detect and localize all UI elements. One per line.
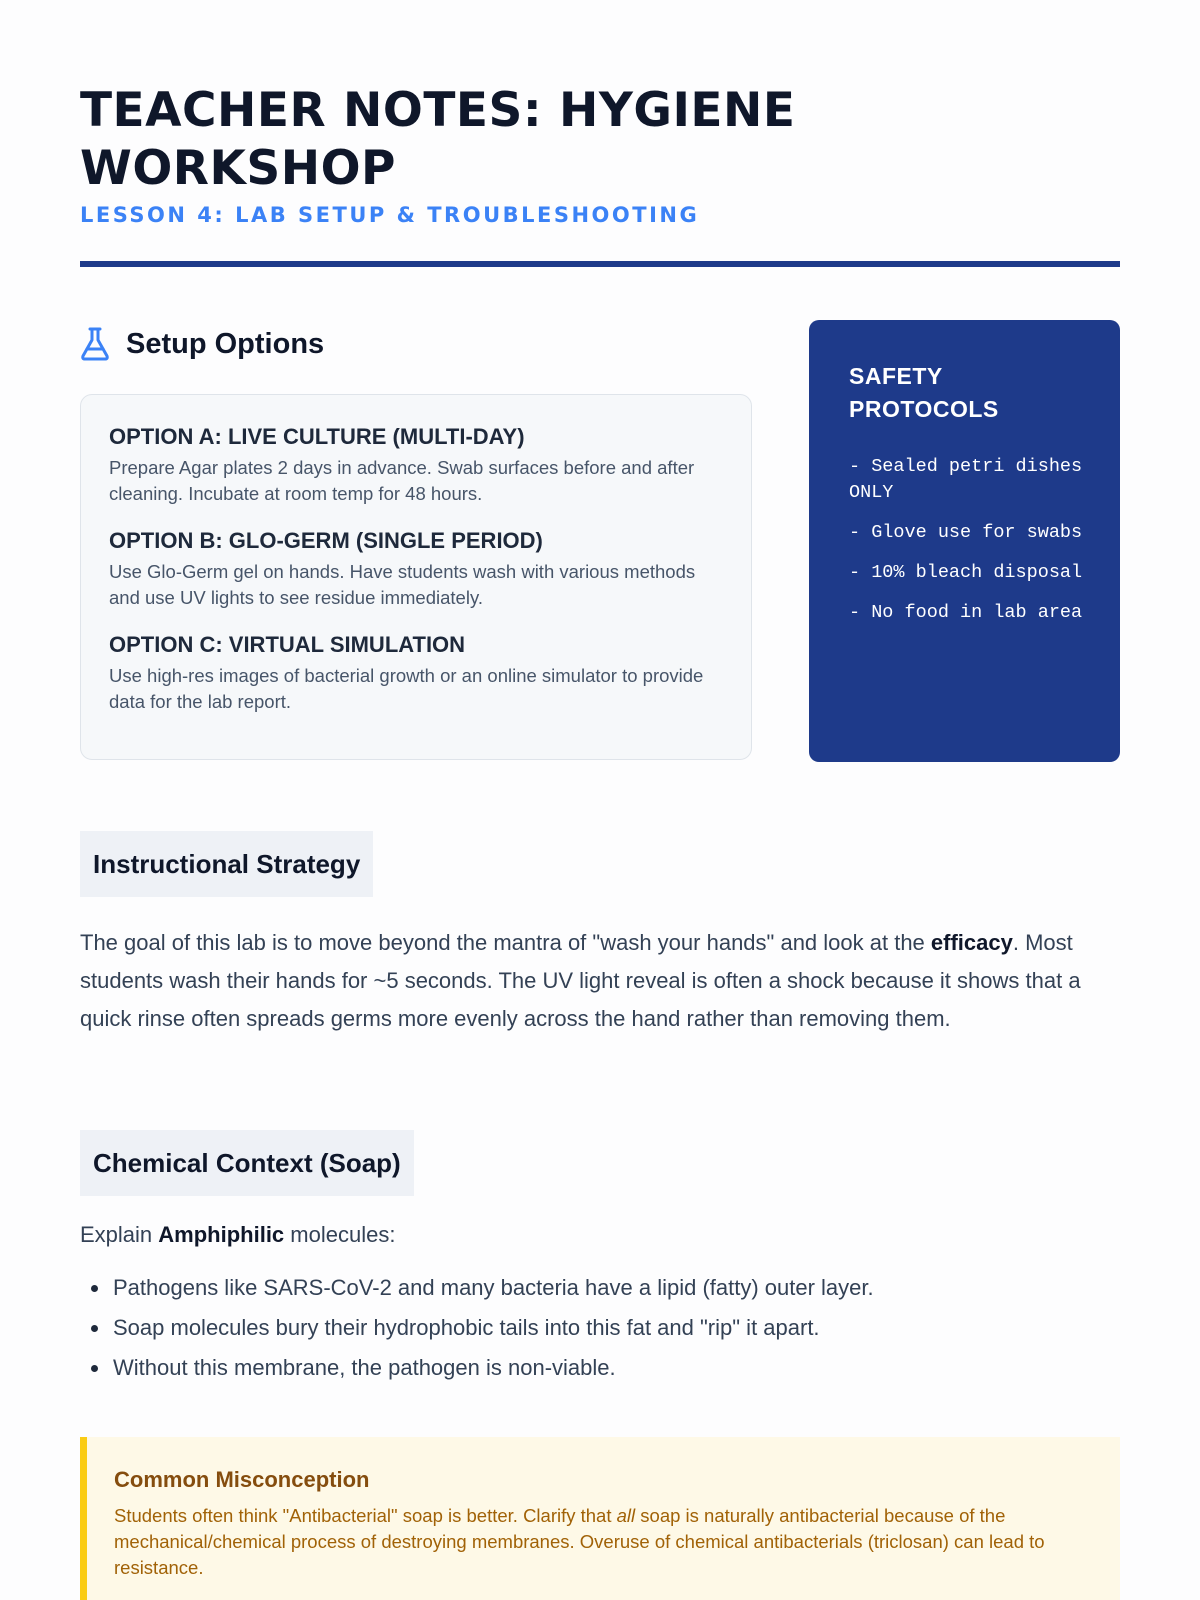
list-item: Without this membrane, the pathogen is non-viable. [80,1348,874,1388]
option-a [109,423,723,507]
option-text: Use high-res images of bacterial growth or an online simulator to provide data for the lab report. [109,665,704,712]
callout-text-part: Students often think "Antibacterial" soap is better. Clarify that [114,1505,617,1526]
option-title: OPTION B: GLO-GERM (SINGLE PERIOD) [109,528,543,553]
strategy-text: The goal of this lab is to move beyond the mantra of "wash your hands" and look at the [80,930,931,955]
section-heading-strategy: Instructional Strategy [80,831,373,897]
callout-italic: all [616,1505,636,1526]
chemical-explain [80,1222,395,1248]
option-text: Prepare Agar plates 2 days in advance. Swab surfaces before and after cleaning. Incubate at room temp for 48 hours. [109,457,695,504]
option-title: OPTION C: VIRTUAL SIMULATION [109,632,466,657]
flask-icon [80,327,110,361]
explain-text: Explain [80,1222,159,1247]
setup-title: Setup Options [126,327,325,360]
safety-item: - No food in lab area [849,602,1083,623]
strategy-paragraph [80,924,1125,1038]
safety-protocols-panel [809,320,1120,762]
option-title: OPTION A: LIVE CULTURE (MULTI-DAY) [109,424,525,449]
explain-bold: Amphiphilic [158,1222,285,1247]
strategy-text: . Most students wash their hands for ~5 seconds. The UV light reveal is often a shock because it shows that a quick rinse often spreads germs more evenly across the hand rather than removing them. [80,930,1081,1031]
section-heading-chemical: Chemical Context (Soap) [80,1130,414,1196]
chemical-bullets [80,1268,874,1388]
explain-text: molecules: [284,1222,396,1247]
list-item: Pathogens like SARS-CoV-2 and many bacteria have a lipid (fatty) outer layer. [80,1268,874,1308]
strategy-bold: efficacy [930,930,1013,955]
option-c [109,631,723,715]
misconception-callout [80,1437,1120,1600]
safety-title: SAFETY PROTOCOLS [849,363,999,422]
callout-text-part: soap is naturally antibacterial because of the mechanical/chemical process of destroying membranes. Overuse of chemical antibacterials (triclosan) can lead to resistance. [114,1505,1045,1578]
callout-text [114,1503,1090,1581]
option-b [109,527,723,611]
setup-header [80,324,324,364]
option-text: Use Glo-Germ gel on hands. Have students wash with various methods and use UV lights to see residue immediately. [109,561,696,608]
safety-item: - 10% bleach disposal [849,562,1083,583]
callout-title: Common Misconception [114,1467,370,1492]
page-subtitle: LESSON 4: LAB SETUP & TROUBLESHOOTING [80,203,700,227]
list-item: Soap molecules bury their hydrophobic tails into this fat and "rip" it apart. [80,1308,874,1348]
page-title: TEACHER NOTES: HYGIENE WORKSHOP [80,83,796,196]
setup-options-box [80,394,752,760]
header-divider [80,261,1120,267]
safety-item: - Sealed petri dishes ONLY [849,456,1083,503]
safety-item: - Glove use for swabs [849,522,1083,543]
